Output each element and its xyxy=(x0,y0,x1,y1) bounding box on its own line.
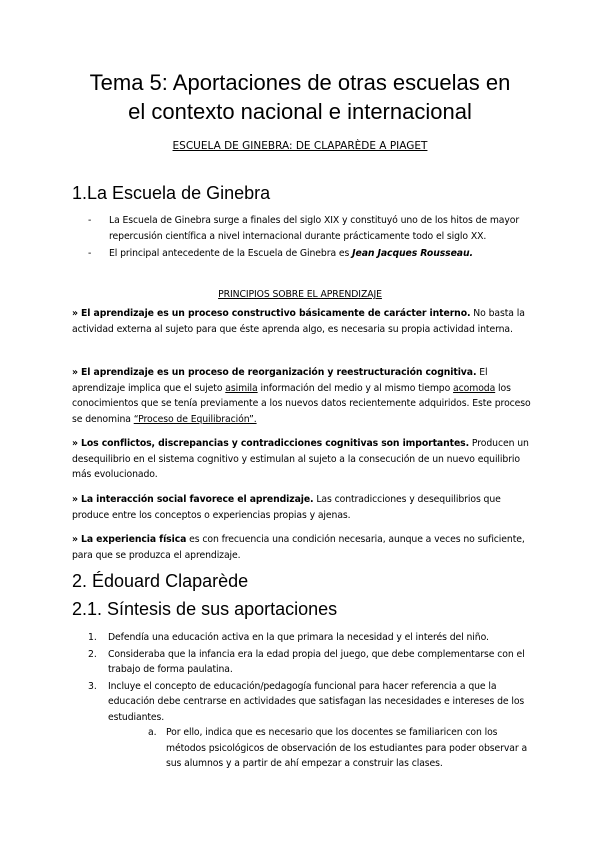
section-2-1-heading: 2.1. Síntesis de sus aportaciones xyxy=(72,599,338,619)
section-1-heading: 1.La Escuela de Ginebra xyxy=(72,183,271,203)
principle-5-title: » La experiencia física xyxy=(72,534,187,545)
item-number: 3. xyxy=(88,680,97,692)
principle-3-text: Producen un desequilibrio en el sistema cognitivo y estimulan al sujeto a la consecución de un nuevo equilibrio más evolucionado. xyxy=(72,438,529,480)
bullet-text: La Escuela de Ginebra surge a finales del siglo XIX y constituyó uno de los hitos de mayor repercusión científica a nivel internacional durante prácticamente todo el siglo XX. xyxy=(109,215,520,242)
principle-3 xyxy=(72,436,532,483)
section-2-numbered-list xyxy=(88,630,533,773)
principle-4-text: Las contradicciones y desequilibrios que produce entre los conceptos o experiencias propias y ajenas. xyxy=(72,494,501,521)
sub-list-item xyxy=(148,725,533,772)
list-item xyxy=(88,630,533,646)
sub-list xyxy=(148,725,533,772)
principle-5 xyxy=(72,532,532,563)
item-number: 2. xyxy=(88,648,97,660)
term-asimila: asimila xyxy=(225,382,258,394)
principle-2-text: información del medio y al mismo tiempo xyxy=(257,382,454,394)
document-subtitle: ESCUELA DE GINEBRA: DE CLAPARÈDE A PIAGET xyxy=(172,140,428,152)
principle-2-text: los conocimientos que se tenía previamente a los nuevos datos recientemente adquiridos. Este proceso se denomina xyxy=(72,382,531,425)
title-line-1: Tema 5: Aportaciones de otras escuelas en xyxy=(89,70,511,95)
list-item xyxy=(88,246,533,262)
list-item xyxy=(88,213,533,244)
item-text: Defendía una educación activa en la que primara la necesidad y el interés del niño. xyxy=(108,632,489,643)
list-item xyxy=(88,679,533,772)
item-text: Incluye el concepto de educación/pedagogía funcional para hacer referencia a que la educación debe centrarse en actividades que satisfagan las necesidades e intereses de los estudiantes. xyxy=(108,680,525,723)
list-item xyxy=(88,647,533,678)
title-line-2: el contexto nacional e internacional xyxy=(128,99,472,124)
page-title xyxy=(40,68,560,126)
sub-item-letter: a. xyxy=(148,727,157,738)
section-1-bullet-list xyxy=(88,213,533,264)
item-number: 1. xyxy=(88,632,97,643)
term-equilibracion: “Proceso de Equilibración”. xyxy=(133,413,257,425)
principle-2-title: » El aprendizaje es un proceso de reorganización y reestructuración cognitiva. xyxy=(72,367,477,378)
principle-1 xyxy=(72,306,532,337)
bullet-dash: - xyxy=(88,248,92,259)
rousseau-name: Jean Jacques Rousseau. xyxy=(352,248,473,259)
principle-5-text: es con frecuencia una condición necesaria, aunque a veces no suficiente, para que se produzca el aprendizaje. xyxy=(72,534,525,561)
principle-4 xyxy=(72,492,532,523)
principle-3-title: » Los conflictos, discrepancias y contradicciones cognitivas son importantes. xyxy=(72,438,470,449)
principle-2 xyxy=(72,365,532,427)
principle-1-text: No basta la actividad externa al sujeto para que éste aprenda algo, es necesaria su propia actividad interna. xyxy=(72,308,525,335)
section-2-heading: 2. Édouard Claparède xyxy=(72,571,249,591)
sub-item-text: Por ello, indica que es necesario que los docentes se familiaricen con los métodos psicológicos de observación de los estudiantes para poder observar a sus alumnos y a partir de ahí empezar a construir las clases. xyxy=(166,727,528,769)
principles-heading: PRINCIPIOS SOBRE EL APRENDIZAJE xyxy=(218,289,382,300)
term-acomoda: acomoda xyxy=(453,382,496,394)
item-text: Consideraba que la infancia era la edad propia del juego, que debe complementarse con el trabajo de forma paulatina. xyxy=(108,648,525,675)
principle-2-text: El aprendizaje implica que el sujeto xyxy=(72,367,488,394)
bullet-text: El principal antecedente de la Escuela de Ginebra es xyxy=(109,248,353,259)
bullet-dash: - xyxy=(88,215,92,226)
principle-4-title: » La interacción social favorece el aprendizaje. xyxy=(72,494,314,505)
principle-1-title: » El aprendizaje es un proceso constructivo básicamente de carácter interno. xyxy=(72,308,471,319)
